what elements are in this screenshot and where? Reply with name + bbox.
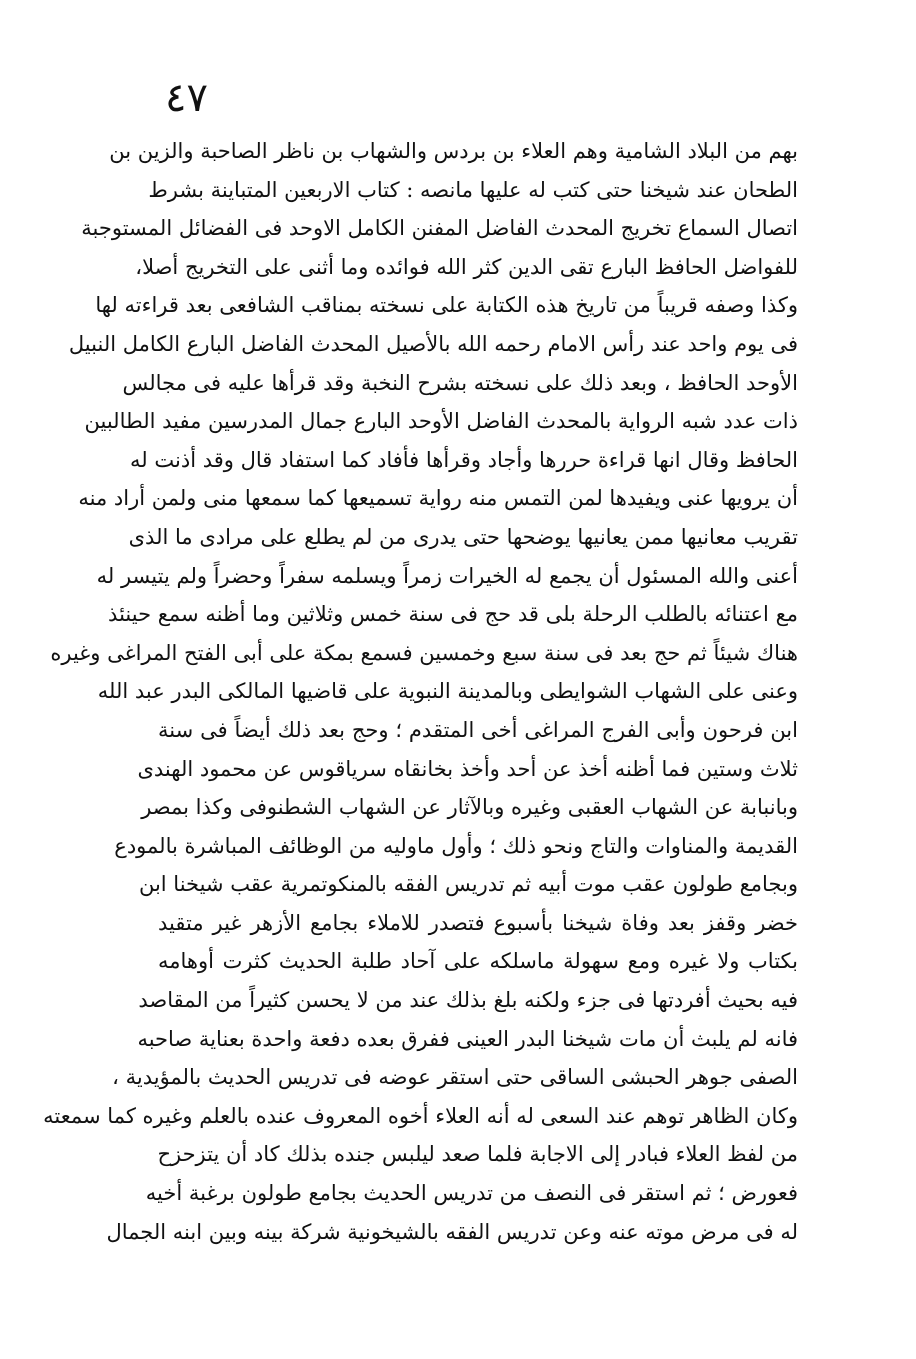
text-line: وبجامع طولون عقب موت أبيه ثم تدريس الفقه بالمنكوتمرية عقب شيخنا ابن	[138, 872, 798, 897]
page-number: ٤٧	[165, 75, 208, 121]
text-line: بكتاب ولا غيره ومع سهولة ماسلكه على آحاد طلبة الحديث كثرت أوهامه	[158, 949, 798, 974]
text-line: فانه لم يلبث أن مات شيخنا البدر العينى ففرق بعده دفعة واحدة بعناية صاحبه	[137, 1026, 798, 1051]
text-line: فى يوم واحد عند رأس الامام رحمه الله بالأصيل المحدث الفاضل البارع الكامل النبيل	[68, 331, 798, 356]
text-line: فعورض ؛ ثم استقر فى النصف من تدريس الحديث بجامع طولون برغبة أخيه	[145, 1181, 798, 1206]
text-line: مع اعتنائه بالطلب الرحلة بلى قد حج فى سنة خمس وثلاثين وما أظنه سمع حينئذ	[108, 602, 798, 627]
text-line: خضر وقفز بعد وفاة شيخنا بأسبوع فتصدر للاملاء بجامع الأزهر غير متقيد	[158, 910, 798, 935]
text-line: تقريب معانيها ممن يعانيها يوضحها حتى يدرى من لم يطلع على مرادى ما الذى	[128, 524, 798, 549]
text-line: أن يرويها عنى ويفيدها لمن التمس منه رواية تسميعها كما سمعها منى ولمن أراد منه	[78, 486, 798, 511]
text-line: أعنى والله المسئول أن يجمع له الخيرات زمراً ويسلمه سفراً وحضراً ولم يتيسر له	[96, 563, 798, 588]
text-line: القديمة والمناوات والتاج ونحو ذلك ؛ وأول ماوليه من الوظائف المباشرة بالمودع	[114, 833, 798, 858]
text-line: وبانبابة عن الشهاب العقبى وغيره وبالآثار عن الشهاب الشطنوفى وكذا بمصر	[141, 795, 798, 820]
text-line: الأوحد الحافظ ، وبعد ذلك على نسخته بشرح النخبة وقد قرأها عليه فى مجالس	[122, 370, 798, 395]
text-line: وكان الظاهر توهم عند السعى له أنه العلاء أخوه المعروف عنده بالعلم وغيره كما سمعته	[43, 1103, 798, 1128]
text-line: وكذا وصفه قريباً من تاريخ هذه الكتابة على نسخته بمناقب الشافعى بعد قراءته لها	[95, 293, 798, 318]
text-line: بهم من البلاد الشامية وهم العلاء بن بردس والشهاب بن ناظر الصاحبة والزين بن	[109, 139, 798, 163]
text-line: له فى مرض موته عنه وعن تدريس الفقه بالشيخونية شركة بينه وبين ابنه الجمال	[106, 1219, 798, 1244]
text-line: هناك شيئاً ثم حج بعد فى سنة سبع وخمسين فسمع بمكة على أبى الفتح المراغى وغيره	[50, 640, 798, 665]
text-line: الصفى جوهر الحبشى الساقى حتى استقر عوضه فى تدريس الحديث بالمؤيدية ،	[112, 1065, 798, 1090]
text-line: الطحان عند شيخنا حتى كتب له عليها مانصه : كتاب الاربعين المتباينة بشرط	[148, 177, 798, 202]
text-body	[43, 132, 798, 1251]
text-line: اتصال السماع تخريج المحدث الفاضل المفنن الكامل الاوحد فى الفضائل المستوجبة	[81, 216, 798, 241]
text-line: الحافظ وقال انها قراءة حررها وأجاد وقرأها فأفاد كما استفاد قال وقد أذنت له	[130, 447, 798, 472]
text-line: للفواضل الحافظ البارع تقى الدين كثر الله فوائده وما أثنى على التخريج أصلا،	[135, 254, 798, 279]
text-line: من لفظ العلاء فبادر إلى الاجابة فلما صعد ليلبس جنده بذلك كاد أن يتزحزح	[157, 1142, 798, 1167]
text-line: فيه بحيث أفردتها فى جزء ولكنه بلغ بذلك عند من لا يحسن كثيراً من المقاصد	[138, 988, 798, 1013]
text-line: ثلاث وستين فما أظنه أخذ عن أحد وأخذ بخانقاه سرياقوس عن محمود الهندى	[137, 756, 798, 781]
text-line: ذات عدد شبه الرواية بالمحدث الفاضل الأوحد البارع جمال المدرسين مفيد الطالبين	[84, 409, 798, 434]
text-line: ابن فرحون وأبى الفرج المراغى أخى المتقدم ؛ وحج بعد ذلك أيضاً فى سنة	[158, 717, 798, 742]
text-line: وعنى على الشهاب الشوايطى وبالمدينة النبوية على قاضيها المالكى البدر عبد الله	[97, 679, 798, 704]
